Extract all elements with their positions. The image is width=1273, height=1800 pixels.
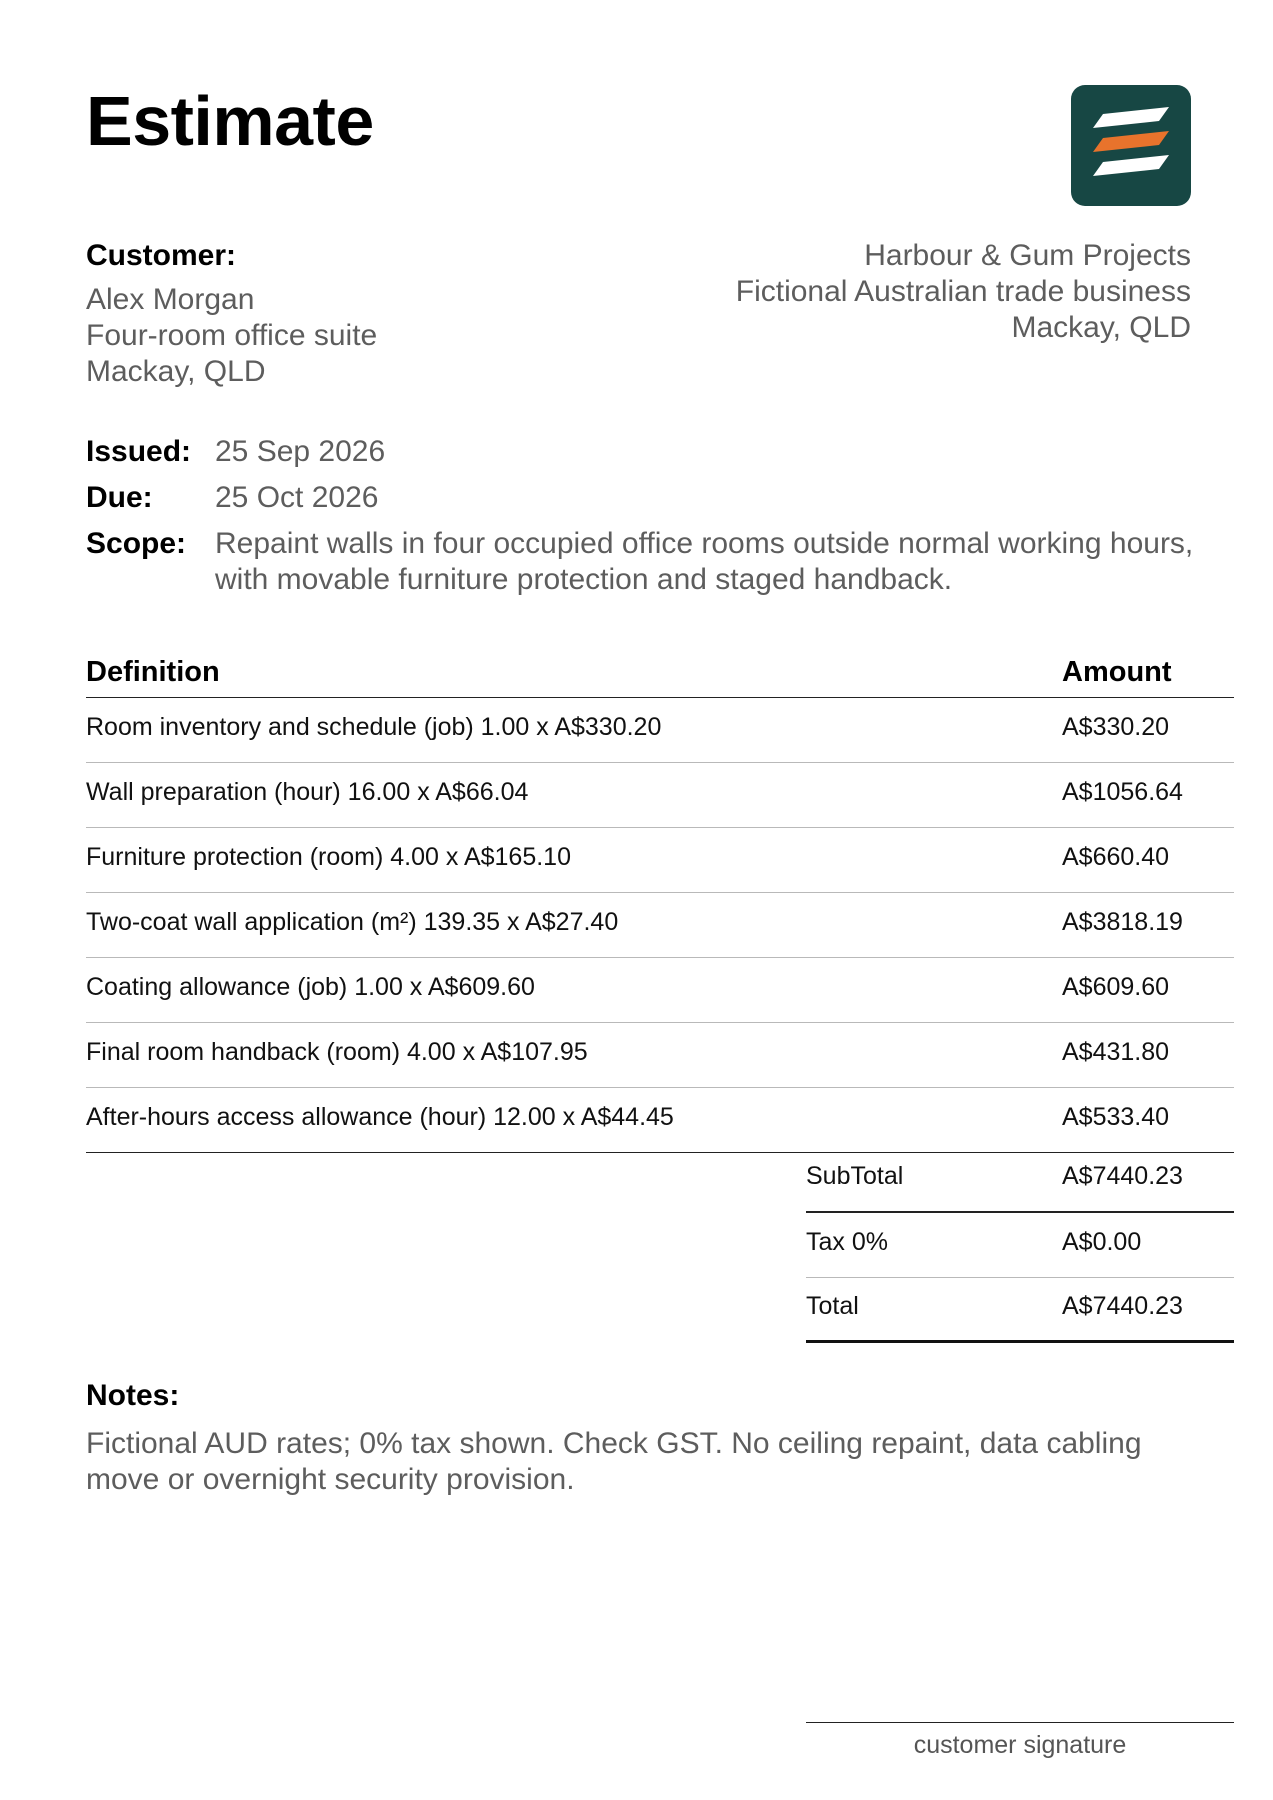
page-title: Estimate [86,82,374,160]
item-description: Room inventory and schedule (job) 1.00 x A$330.20 [86,712,662,741]
tax-label: Tax 0% [806,1227,888,1256]
subtotal-label: SubTotal [806,1162,904,1190]
total-label: Total [806,1291,859,1320]
table-row [86,698,1234,763]
business-block [736,238,1191,346]
totals-block [806,1148,1234,1343]
definition-header: Definition [86,656,220,688]
item-amount: A$660.40 [1062,842,1170,871]
table-row [86,893,1234,958]
amount-header: Amount [1062,656,1172,688]
customer-block [86,238,377,390]
scope-label: Scope: [86,527,187,560]
table-row [86,1023,1234,1088]
issued-row [86,434,1196,470]
item-description: Coating allowance (job) 1.00 x A$609.60 [86,972,535,1001]
customer-name: Alex Morgan [86,283,255,316]
item-description: Furniture protection (room) 4.00 x A$165.10 [86,842,571,871]
line-items-table [86,650,1234,1153]
issued-label: Issued: [86,435,192,468]
due-date: 25 Oct 2026 [215,481,379,514]
table-row [86,763,1234,828]
layered-stripes-logo-icon [1071,85,1191,206]
issued-date: 25 Sep 2026 [215,435,386,468]
item-description: Wall preparation (hour) 16.00 x A$66.04 [86,777,529,806]
item-amount: A$1056.64 [1062,777,1183,806]
item-amount: A$431.80 [1062,1037,1170,1066]
business-location: Mackay, QLD [1011,311,1191,344]
company-logo [1071,85,1191,206]
table-row [86,1088,1234,1153]
notes-text: Fictional AUD rates; 0% tax shown. Check GST. No ceiling repaint, data cabling move or overnight security provision. [86,1427,1142,1496]
table-header [86,650,1234,698]
scope-row [86,526,1196,598]
due-label: Due: [86,481,153,514]
item-amount: A$330.20 [1062,712,1170,741]
tax-value: A$0.00 [1062,1227,1142,1256]
notes-section [86,1378,1216,1498]
customer-location: Mackay, QLD [86,355,266,388]
item-description: Two-coat wall application (m²) 139.35 x A$27.40 [86,907,619,936]
table-row [86,958,1234,1023]
signature-line[interactable] [806,1722,1234,1760]
item-amount: A$609.60 [1062,972,1170,1001]
subtotal-row [806,1148,1234,1213]
item-description: Final room handback (room) 4.00 x A$107.95 [86,1037,588,1066]
subtotal-value: A$7440.23 [1062,1162,1183,1190]
scope-text: Repaint walls in four occupied office rooms outside normal working hours, with movable furniture protection and staged handback. [215,527,1194,596]
item-amount: A$3818.19 [1062,907,1183,936]
customer-site: Four-room office suite [86,319,378,352]
tax-row [806,1213,1234,1278]
total-value: A$7440.23 [1062,1291,1183,1320]
total-row [806,1278,1234,1343]
item-description: After-hours access allowance (hour) 12.00 x A$44.45 [86,1102,674,1131]
signature-label: customer signature [913,1731,1127,1759]
table-row [86,828,1234,893]
notes-label: Notes: [86,1379,180,1412]
item-amount: A$533.40 [1062,1102,1170,1131]
business-name: Harbour & Gum Projects [864,239,1191,272]
estimate-meta [86,434,1196,608]
due-row [86,480,1196,516]
business-description: Fictional Australian trade business [735,275,1191,308]
customer-label: Customer: [86,239,237,272]
